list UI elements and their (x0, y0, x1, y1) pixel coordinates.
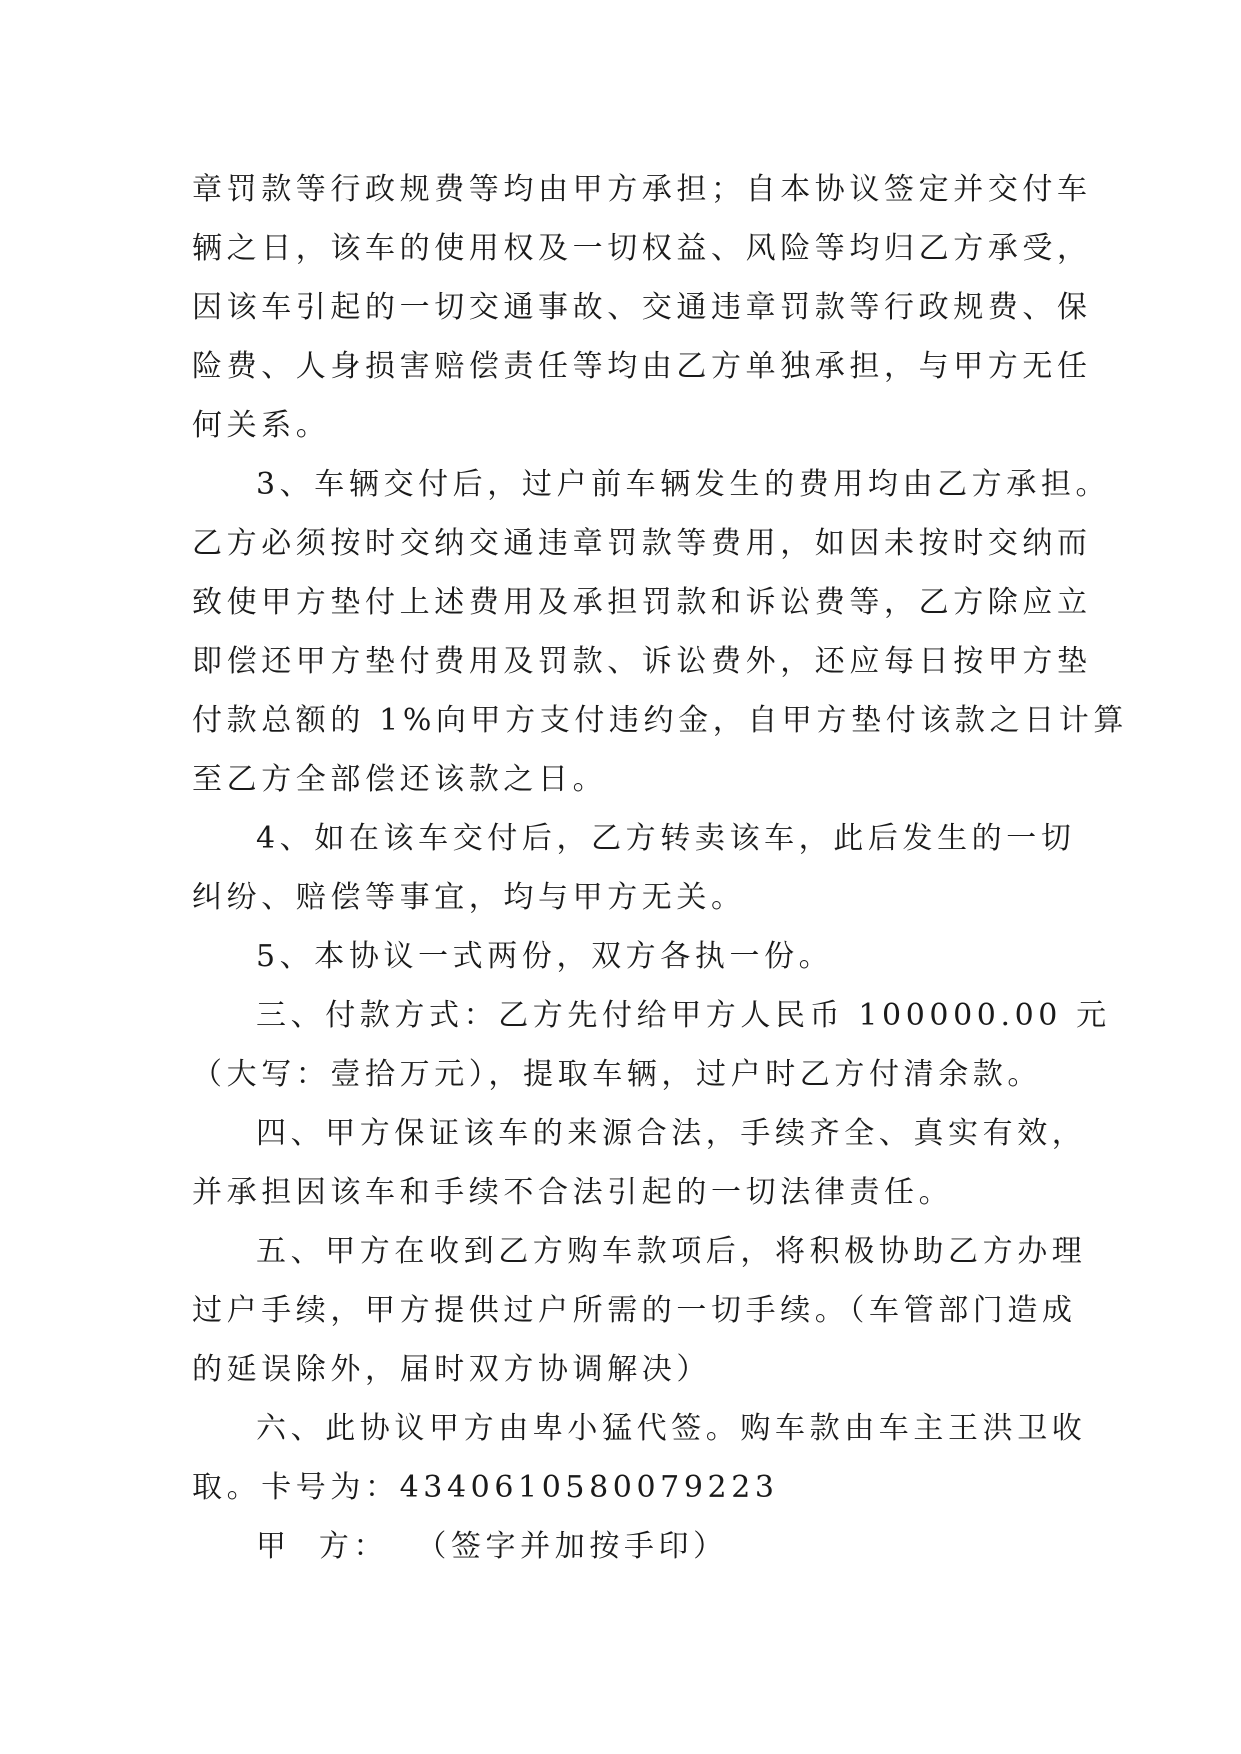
text-line: 3、车辆交付后，过户前车辆发生的费用均由乙方承担。 (256, 467, 1111, 502)
text-line: 即偿还甲方垫付费用及罚款、诉讼费外，还应每日按甲方垫 (192, 644, 1092, 679)
text-line: 的延误除外，届时双方协调解决） (192, 1352, 711, 1387)
text-line: 纠纷、赔偿等事宜，均与甲方无关。 (192, 880, 746, 915)
text-line: 乙方必须按时交纳交通违章罚款等费用，如因未按时交纳而 (192, 526, 1092, 561)
text-line: 五、甲方在收到乙方购车款项后，将积极协助乙方办理 (256, 1234, 1087, 1269)
text-line: 四、甲方保证该车的来源合法，手续齐全、真实有效， (256, 1116, 1087, 1151)
text-line: 过户手续，甲方提供过户所需的一切手续。（车管部门造成 (192, 1293, 1077, 1328)
text-line: 何关系。 (192, 408, 331, 443)
text-line: 六、此协议甲方由卑小猛代签。购车款由车主王洪卫收 (256, 1411, 1087, 1446)
text-line: 并承担因该车和手续不合法引起的一切法律责任。 (192, 1175, 954, 1210)
signature-line: 甲 方： （签字并加按手印） (256, 1529, 728, 1564)
text-line: 5、本协议一式两份，双方各执一份。 (256, 939, 834, 974)
text-line: 辆之日，该车的使用权及一切权益、风险等均归乙方承受， (192, 231, 1092, 266)
text-line: （大写：壹拾万元），提取车辆，过户时乙方付清余款。 (192, 1057, 1042, 1092)
agreement-text (192, 160, 1128, 1576)
text-line: 三、付款方式：乙方先付给甲方人民币 100000.00 元 (256, 998, 1111, 1033)
text-line: 4、如在该车交付后，乙方转卖该车，此后发生的一切 (256, 821, 1076, 856)
text-line: 致使甲方垫付上述费用及承担罚款和诉讼费等，乙方除应立 (192, 585, 1092, 620)
text-line: 险费、人身损害赔偿责任等均由乙方单独承担，与甲方无任 (192, 349, 1092, 384)
text-line: 因该车引起的一切交通事故、交通违章罚款等行政规费、保 (192, 290, 1092, 325)
text-line: 付款总额的 1%向甲方支付违约金，自甲方垫付该款之日计算 (192, 703, 1128, 738)
text-line: 章罚款等行政规费等均由甲方承担；自本协议签定并交付车 (192, 172, 1092, 207)
text-line: 取。卡号为：4340610580079223 (192, 1470, 779, 1505)
text-line: 至乙方全部偿还该款之日。 (192, 762, 608, 797)
